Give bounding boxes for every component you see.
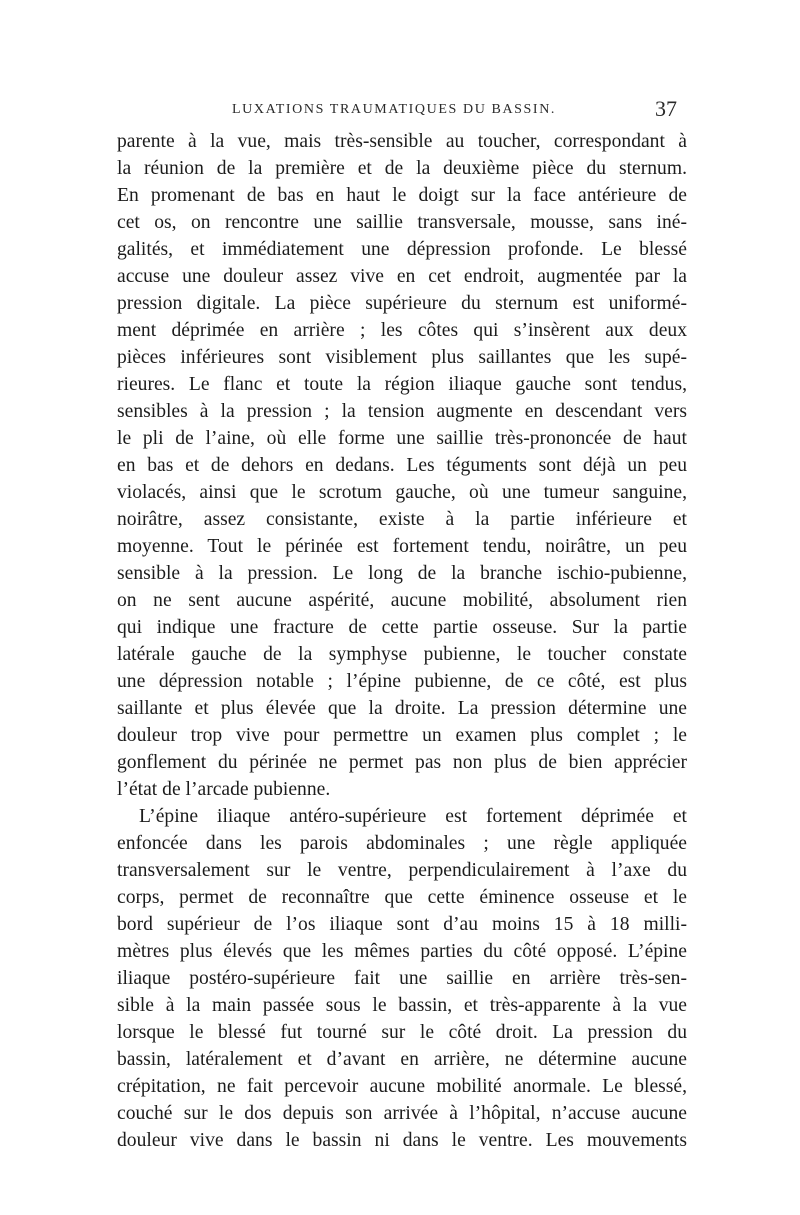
text-line: une dépression notable ; l’épine pubienne, de ce côté, est plus: [117, 671, 687, 692]
text-line: sible à la main passée sous le bassin, et très-apparente à la vue: [117, 995, 687, 1016]
text-line: iliaque postéro-supérieure fait une saillie en arrière très-sen-: [117, 968, 687, 989]
page-number: 37: [655, 96, 677, 121]
text-line: noirâtre, assez consistante, existe à la partie inférieure et: [117, 509, 687, 530]
running-head: LUXATIONS TRAUMATIQUES DU BASSIN.: [232, 102, 557, 117]
text-line: L’épine iliaque antéro-supérieure est fortement déprimée et: [139, 806, 687, 827]
text-line: couché sur le dos depuis son arrivée à l’hôpital, n’accuse aucune: [117, 1103, 687, 1124]
text-line: moyenne. Tout le périnée est fortement tendu, noirâtre, un peu: [117, 536, 687, 557]
text-line: mètres plus élevés que les mêmes parties du côté opposé. L’épine: [117, 941, 687, 962]
text-line: qui indique une fracture de cette partie osseuse. Sur la partie: [117, 617, 687, 638]
text-line: pièces inférieures sont visiblement plus saillantes que les supé-: [117, 347, 687, 368]
text-line: sensible à la pression. Le long de la branche ischio-pubienne,: [117, 563, 687, 584]
page-header: [0, 96, 800, 126]
text-line: latérale gauche de la symphyse pubienne, le toucher constate: [117, 644, 687, 665]
text-line: gonflement du périnée ne permet pas non plus de bien apprécier: [117, 752, 687, 773]
text-line: corps, permet de reconnaître que cette éminence osseuse et le: [117, 887, 687, 908]
text-line: douleur trop vive pour permettre un examen plus complet ; le: [117, 725, 687, 746]
text-line: l’état de l’arcade pubienne.: [117, 779, 331, 800]
text-line: crépitation, ne fait percevoir aucune mobilité anormale. Le blessé,: [117, 1076, 687, 1097]
text-line: la réunion de la première et de la deuxième pièce du sternum.: [117, 158, 687, 179]
text-line: En promenant de bas en haut le doigt sur la face antérieure de: [117, 185, 687, 206]
text-line: violacés, ainsi que le scrotum gauche, où une tumeur sanguine,: [117, 482, 687, 503]
text-line: bord supérieur de l’os iliaque sont d’au moins 15 à 18 milli-: [117, 914, 687, 935]
text-line: ment déprimée en arrière ; les côtes qui s’insèrent aux deux: [117, 320, 687, 341]
text-line: en bas et de dehors en dedans. Les téguments sont déjà un peu: [117, 455, 687, 476]
text-line: sensibles à la pression ; la tension augmente en descendant vers: [117, 401, 687, 422]
text-line: saillante et plus élevée que la droite. La pression détermine une: [117, 698, 687, 719]
text-line: cet os, on rencontre une saillie transversale, mousse, sans iné-: [117, 212, 687, 233]
text-line: douleur vive dans le bassin ni dans le ventre. Les mouvements: [117, 1130, 687, 1151]
text-line: lorsque le blessé fut tourné sur le côté droit. La pression du: [117, 1022, 687, 1043]
text-line: enfoncée dans les parois abdominales ; une règle appliquée: [117, 833, 687, 854]
text-line: bassin, latéralement et d’avant en arrière, ne détermine aucune: [117, 1049, 687, 1070]
text-line: rieures. Le flanc et toute la région iliaque gauche sont tendus,: [117, 374, 687, 395]
text-line: transversalement sur le ventre, perpendiculairement à l’axe du: [117, 860, 687, 881]
text-line: accuse une douleur assez vive en cet endroit, augmentée par la: [117, 266, 687, 287]
text-line: on ne sent aucune aspérité, aucune mobilité, absolument rien: [117, 590, 687, 611]
text-line: parente à la vue, mais très-sensible au toucher, correspondant à: [117, 131, 687, 152]
text-line: pression digitale. La pièce supérieure du sternum est uniformé-: [117, 293, 687, 314]
text-line: galités, et immédiatement une dépression profonde. Le blessé: [117, 239, 687, 260]
text-line: le pli de l’aine, où elle forme une saillie très-prononcée de haut: [117, 428, 687, 449]
